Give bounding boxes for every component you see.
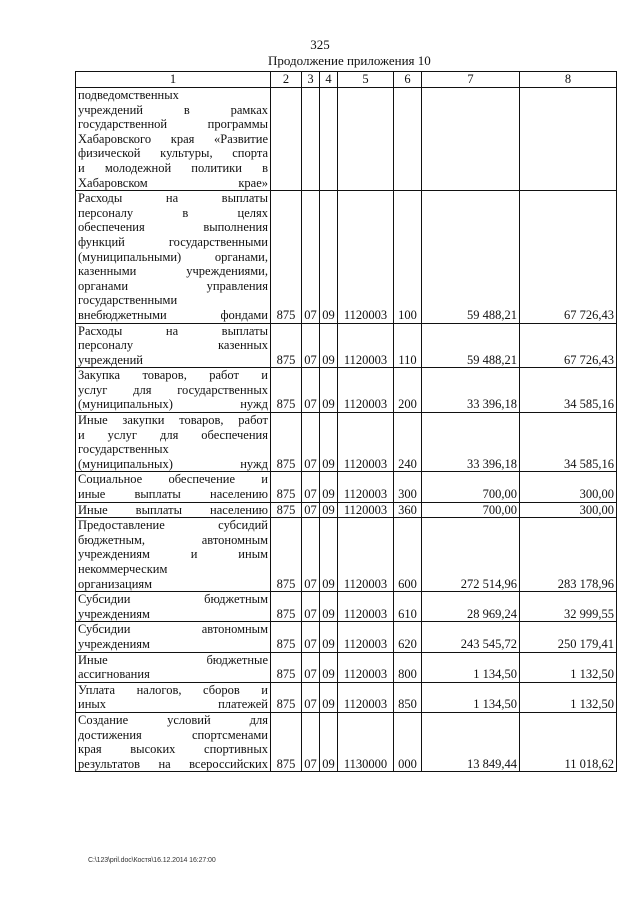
table-row (76, 323, 617, 368)
subsection-code-cell: 09 (320, 712, 338, 771)
section-code-cell: 07 (302, 502, 320, 518)
expense-name-line: Создание условий для (78, 712, 268, 727)
amount-cell (422, 88, 520, 191)
expense-name-line: Хабаровском крае» (78, 175, 268, 190)
expense-type-cell: 100 (394, 191, 422, 323)
subsection-code-cell: 09 (320, 652, 338, 682)
expense-name-cell (76, 712, 271, 771)
expense-name-line: достижения спортсменами (78, 727, 268, 742)
subsection-code-cell: 09 (320, 323, 338, 368)
expense-name-line: физической культуры, спорта (78, 146, 268, 161)
amount-cell: 1 134,50 (422, 682, 520, 712)
ministry-code-cell (271, 88, 302, 191)
amount-cell: 59 488,21 (422, 323, 520, 368)
amount-cell: 250 179,41 (520, 622, 617, 652)
expense-name-line: услуг для государственных (78, 382, 268, 397)
expense-name-line: государственных (78, 442, 169, 457)
table-row (76, 502, 617, 518)
amount-cell: 32 999,55 (520, 592, 617, 622)
ministry-code-cell: 875 (271, 368, 302, 413)
expense-name-line: Расходы на выплаты (78, 191, 268, 206)
header-cell: 5 (338, 72, 394, 88)
table-row (76, 472, 617, 502)
target-article-cell: 1120003 (338, 682, 394, 712)
amount-cell: 700,00 (422, 502, 520, 518)
expense-name-line: государственными (78, 293, 178, 308)
section-code-cell: 07 (302, 682, 320, 712)
expense-name-line: Социальное обеспечение и (78, 472, 268, 487)
expense-name-line: персоналу казенных (78, 338, 268, 353)
expense-name-cell (76, 368, 271, 413)
expense-type-cell: 360 (394, 502, 422, 518)
ministry-code-cell: 875 (271, 502, 302, 518)
expense-name-line: (муниципальных) нужд (78, 397, 268, 412)
expense-name-line: органами управления (78, 278, 268, 293)
table-row (76, 518, 617, 592)
amount-cell: 33 396,18 (422, 413, 520, 472)
target-article-cell: 1120003 (338, 652, 394, 682)
expense-name-line: Субсидии автономным (78, 622, 268, 637)
expense-name-line: подведомственных (78, 88, 179, 102)
ministry-code-cell: 875 (271, 712, 302, 771)
header-cell: 3 (302, 72, 320, 88)
section-code-cell: 07 (302, 413, 320, 472)
subsection-code-cell: 09 (320, 682, 338, 712)
target-article-cell: 1130000 (338, 712, 394, 771)
expense-type-cell: 620 (394, 622, 422, 652)
ministry-code-cell: 875 (271, 592, 302, 622)
subsection-code-cell: 09 (320, 622, 338, 652)
header-cell: 8 (520, 72, 617, 88)
expense-name-line: государственной программы (78, 117, 268, 132)
target-article-cell: 1120003 (338, 592, 394, 622)
expense-name-line: (муниципальными) органами, (78, 249, 268, 264)
section-code-cell: 07 (302, 323, 320, 368)
target-article-cell: 1120003 (338, 622, 394, 652)
expense-type-cell: 300 (394, 472, 422, 502)
subsection-code-cell: 09 (320, 191, 338, 323)
amount-cell: 283 178,96 (520, 518, 617, 592)
amount-cell: 700,00 (422, 472, 520, 502)
ministry-code-cell: 875 (271, 191, 302, 323)
amount-cell: 28 969,24 (422, 592, 520, 622)
amount-cell: 33 396,18 (422, 368, 520, 413)
target-article-cell (338, 88, 394, 191)
target-article-cell: 1120003 (338, 518, 394, 592)
expense-name-cell (76, 472, 271, 502)
expense-type-cell: 240 (394, 413, 422, 472)
section-code-cell (302, 88, 320, 191)
target-article-cell: 1120003 (338, 502, 394, 518)
amount-cell: 243 545,72 (422, 622, 520, 652)
ministry-code-cell: 875 (271, 413, 302, 472)
table-row (76, 592, 617, 622)
ministry-code-cell: 875 (271, 622, 302, 652)
expense-type-cell: 110 (394, 323, 422, 368)
ministry-code-cell: 875 (271, 518, 302, 592)
budget-table (75, 71, 617, 772)
expense-name-line: учреждений в рамках (78, 102, 268, 117)
expense-name-line: Закупка товаров, работ и (78, 368, 268, 383)
amount-cell: 59 488,21 (422, 191, 520, 323)
expense-name-line: организациям (78, 576, 153, 591)
section-code-cell: 07 (302, 191, 320, 323)
subsection-code-cell: 09 (320, 518, 338, 592)
section-code-cell: 07 (302, 472, 320, 502)
expense-name-cell (76, 592, 271, 622)
table-row (76, 413, 617, 472)
expense-name-cell (76, 652, 271, 682)
expense-name-line: казенными учреждениями, (78, 264, 268, 279)
expense-name-cell (76, 518, 271, 592)
ministry-code-cell: 875 (271, 682, 302, 712)
target-article-cell: 1120003 (338, 323, 394, 368)
target-article-cell: 1120003 (338, 413, 394, 472)
expense-name-line: Хабаровского края «Развитие (78, 131, 268, 146)
amount-cell (520, 88, 617, 191)
expense-name-line: и услуг для обеспечения (78, 427, 268, 442)
expense-name-line: иных платежей (78, 697, 268, 712)
expense-name-line: ассигнования (78, 667, 150, 682)
ministry-code-cell: 875 (271, 652, 302, 682)
target-article-cell: 1120003 (338, 191, 394, 323)
expense-name-cell (76, 502, 271, 518)
expense-name-cell (76, 88, 271, 191)
subsection-code-cell: 09 (320, 502, 338, 518)
amount-cell: 13 849,44 (422, 712, 520, 771)
expense-name-line: функций государственными (78, 234, 268, 249)
section-code-cell: 07 (302, 592, 320, 622)
expense-name-cell (76, 413, 271, 472)
subsection-code-cell: 09 (320, 472, 338, 502)
section-code-cell: 07 (302, 622, 320, 652)
expense-name-line: (муниципальных) нужд (78, 456, 268, 471)
expense-name-cell (76, 191, 271, 323)
page-number: 325 (310, 37, 330, 52)
table-row (76, 191, 617, 323)
expense-name-line: учреждениям (78, 606, 150, 621)
amount-cell: 34 585,16 (520, 368, 617, 413)
ministry-code-cell: 875 (271, 323, 302, 368)
expense-name-line: персоналу в целях (78, 205, 268, 220)
expense-name-line: бюджетным, автономным (78, 532, 268, 547)
expense-name-line: Уплата налогов, сборов и (78, 682, 268, 697)
expense-name-line: учреждениям и иным (78, 547, 268, 562)
expense-name-line: результатов на всероссийских (78, 756, 268, 771)
expense-name-line: Расходы на выплаты (78, 323, 268, 338)
expense-name-line: края высоких спортивных (78, 742, 268, 757)
amount-cell: 67 726,43 (520, 323, 617, 368)
expense-type-cell: 610 (394, 592, 422, 622)
amount-cell: 272 514,96 (422, 518, 520, 592)
expense-name-line: некоммерческим (78, 562, 168, 576)
subsection-code-cell (320, 88, 338, 191)
amount-cell: 300,00 (520, 472, 617, 502)
amount-cell: 1 134,50 (422, 652, 520, 682)
table-row (76, 712, 617, 771)
amount-cell: 11 018,62 (520, 712, 617, 771)
section-code-cell: 07 (302, 518, 320, 592)
table-row (76, 652, 617, 682)
expense-name-cell (76, 682, 271, 712)
expense-name-line: иные выплаты населению (78, 487, 268, 502)
header-cell: 7 (422, 72, 520, 88)
header-cell: 4 (320, 72, 338, 88)
expense-name-line: Иные бюджетные (78, 652, 268, 667)
section-code-cell: 07 (302, 652, 320, 682)
expense-type-cell: 600 (394, 518, 422, 592)
file-path-footer: C:\123\pril.doc\Костя\16.12.2014 16:27:00 (88, 857, 216, 864)
expense-type-cell: 800 (394, 652, 422, 682)
header-cell: 2 (271, 72, 302, 88)
expense-name-cell (76, 323, 271, 368)
expense-type-cell: 850 (394, 682, 422, 712)
amount-cell: 1 132,50 (520, 682, 617, 712)
expense-name-line: и молодежной политики в (78, 160, 268, 175)
expense-name-line: Иные выплаты населению (78, 502, 268, 517)
expense-name-line: Иные закупки товаров, работ (78, 413, 268, 428)
appendix-caption: Продолжение приложения 10 (268, 53, 431, 68)
amount-cell: 34 585,16 (520, 413, 617, 472)
expense-name-cell (76, 622, 271, 652)
expense-name-line: учреждениям (78, 636, 150, 651)
expense-name-line: внебюджетными фондами (78, 307, 268, 322)
target-article-cell: 1120003 (338, 472, 394, 502)
expense-type-cell (394, 88, 422, 191)
amount-cell: 67 726,43 (520, 191, 617, 323)
expense-name-line: учреждений (78, 352, 143, 367)
expense-type-cell: 200 (394, 368, 422, 413)
ministry-code-cell: 875 (271, 472, 302, 502)
expense-type-cell: 000 (394, 712, 422, 771)
subsection-code-cell: 09 (320, 592, 338, 622)
table-row (76, 682, 617, 712)
header-row (76, 72, 617, 88)
header-cell: 6 (394, 72, 422, 88)
expense-name-line: Предоставление субсидий (78, 518, 268, 533)
amount-cell: 300,00 (520, 502, 617, 518)
section-code-cell: 07 (302, 368, 320, 413)
amount-cell: 1 132,50 (520, 652, 617, 682)
expense-name-line: Субсидии бюджетным (78, 592, 268, 607)
subsection-code-cell: 09 (320, 368, 338, 413)
target-article-cell: 1120003 (338, 368, 394, 413)
subsection-code-cell: 09 (320, 413, 338, 472)
table-row (76, 88, 617, 191)
table-row (76, 622, 617, 652)
expense-name-line: обеспечения выполнения (78, 220, 268, 235)
header-cell: 1 (76, 72, 271, 88)
section-code-cell: 07 (302, 712, 320, 771)
table-row (76, 368, 617, 413)
